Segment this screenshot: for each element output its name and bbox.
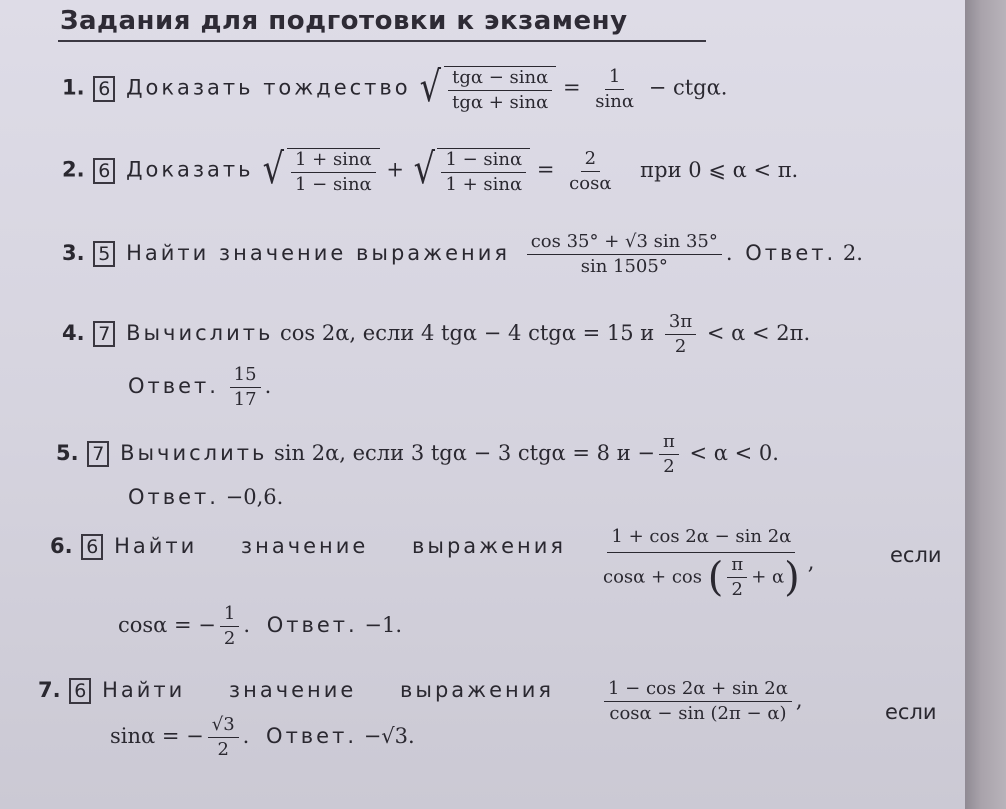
numerator: π: [727, 556, 747, 578]
numerator: π: [659, 433, 679, 455]
range-tail: < α < 2π.: [706, 321, 811, 345]
denominator: 1 + sinα: [445, 174, 523, 195]
difficulty-box: 6: [93, 158, 115, 184]
comma: ,: [807, 550, 815, 574]
task-number: 4.: [62, 321, 85, 345]
title-underline: [58, 40, 706, 42]
fraction: [604, 680, 792, 723]
numerator: tgα − sinα: [448, 69, 552, 91]
answer-value: −0,6.: [225, 485, 284, 509]
range-tail: < α < 0.: [689, 441, 779, 465]
task-number: 5.: [56, 441, 79, 465]
denominator: cosα − sin (2π − α): [609, 703, 787, 724]
answer-value: 2.: [842, 241, 863, 265]
fraction: [591, 65, 638, 112]
task-number: 7.: [38, 678, 61, 702]
answer-label: Ответ.: [266, 724, 358, 748]
fraction: [665, 313, 696, 356]
comma: ,: [795, 688, 803, 712]
difficulty-box: 6: [69, 678, 91, 704]
denominator: [599, 553, 804, 599]
if-word: если: [890, 543, 942, 567]
answer-value: −1.: [364, 613, 403, 637]
numerator: 3π: [665, 313, 696, 335]
expression-tail: − ctgα.: [648, 75, 728, 100]
task-7-condition: [110, 716, 415, 759]
task-number: 6.: [50, 534, 73, 558]
equals-sign: =: [536, 157, 555, 182]
answer-label: Ответ.: [266, 613, 358, 637]
fraction: [230, 366, 261, 409]
numerator: 15: [230, 366, 261, 388]
denominator: 17: [233, 389, 257, 410]
right-paren: ): [784, 554, 800, 601]
difficulty-box: 7: [87, 441, 109, 467]
task-text: Вычислить: [126, 321, 274, 345]
task-6-condition: [118, 605, 402, 648]
task-text: Найти значение выражения: [126, 241, 510, 265]
numerator: 1 − sinα: [441, 151, 526, 173]
task-text: Вычислить: [120, 441, 268, 465]
square-root: √ $\frac{1 + \sin\alpha}{1 - \sin\alpha}$: [260, 148, 380, 194]
denominator: 2: [731, 579, 743, 600]
denominator-start: cosα + cos: [603, 566, 702, 588]
square-root: √ $\frac{\text{tgα − sinα}}{\text{tgα + sinα}}$: [417, 66, 556, 112]
fraction: [565, 147, 615, 194]
fraction: [659, 433, 679, 476]
denominator: 2: [674, 336, 687, 357]
task-7-expression: [600, 680, 803, 723]
fraction: [448, 69, 552, 112]
expression: sin 2α, если 3 tgα − 3 ctgα = 8 и: [274, 441, 631, 465]
difficulty-box: 5: [93, 241, 115, 267]
page-title: Задания для подготовки к экзамену: [60, 6, 628, 36]
expression: cos 2α, если 4 tgα − 4 ctgα = 15 и: [280, 321, 655, 345]
numerator: 1 − cos 2α + sin 2α: [604, 680, 792, 702]
denominator: 1 − sinα: [294, 174, 372, 195]
denominator: sin 1505°: [580, 256, 668, 277]
if-word: если: [885, 700, 937, 724]
answer-label: Ответ.: [128, 374, 219, 398]
fraction: [727, 556, 747, 599]
denominator: 2: [663, 456, 675, 477]
difficulty-box: 7: [93, 321, 115, 347]
numerator: 1: [605, 68, 624, 90]
fraction: [291, 151, 376, 194]
denominator: tgα + sinα: [452, 92, 549, 113]
answer-label: Ответ.: [745, 241, 837, 265]
task-text: Найти значение выражения: [102, 678, 554, 702]
difficulty-box: 6: [93, 76, 115, 102]
task-text: Доказать: [126, 157, 254, 182]
denominator: sinα: [595, 90, 635, 112]
task-5-answer: [128, 487, 283, 508]
numerator: 1 + cos 2α − sin 2α: [607, 528, 795, 553]
fraction: [527, 233, 722, 276]
task-number: 1.: [62, 75, 85, 100]
period: .: [242, 724, 250, 748]
numerator: 1: [220, 605, 239, 627]
denominator: 2: [217, 739, 229, 760]
numerator: cos 35° + √3 sin 35°: [527, 233, 722, 255]
equals-sign: =: [562, 75, 581, 100]
minus-sign: −: [637, 441, 655, 465]
task-text: Доказать тождество: [126, 75, 411, 100]
task-6: [50, 534, 566, 560]
task-4: [62, 313, 810, 356]
fraction: [441, 151, 526, 194]
denominator: 2: [223, 628, 236, 649]
answer-value: −√3.: [363, 724, 415, 748]
left-paren: (: [707, 554, 724, 601]
numerator: 1 + sinα: [291, 151, 376, 173]
denominator-end: + α: [751, 566, 785, 588]
task-7: [38, 678, 554, 704]
condition-start: sinα = −: [110, 724, 204, 748]
condition-text: при 0 ⩽ α < π.: [640, 157, 799, 182]
fraction: [208, 716, 239, 759]
task-5: [56, 433, 779, 476]
numerator: √3: [208, 716, 239, 738]
fraction: [220, 605, 239, 648]
task-3: [62, 233, 863, 276]
task-2: [62, 144, 799, 195]
task-1: [62, 62, 728, 113]
period: .: [725, 241, 733, 265]
square-root: √ $\frac{1 - \sin\alpha}{1 + \sin\alpha}$: [411, 148, 531, 194]
fraction: [599, 528, 804, 599]
task-number: 3.: [62, 241, 85, 265]
period: .: [243, 613, 251, 637]
condition-start: cosα = −: [118, 613, 216, 637]
task-6-expression: [595, 528, 814, 599]
numerator: 2: [581, 150, 600, 172]
answer-label: Ответ.: [128, 485, 219, 509]
page-edge-shadow: [965, 0, 1006, 809]
task-number: 2.: [62, 157, 85, 182]
task-text: Найти значение выражения: [114, 534, 566, 558]
denominator: cosα: [569, 172, 612, 194]
period: .: [264, 374, 272, 398]
difficulty-box: 6: [81, 534, 103, 560]
task-4-answer: [128, 366, 271, 409]
plus-sign: +: [386, 157, 404, 182]
